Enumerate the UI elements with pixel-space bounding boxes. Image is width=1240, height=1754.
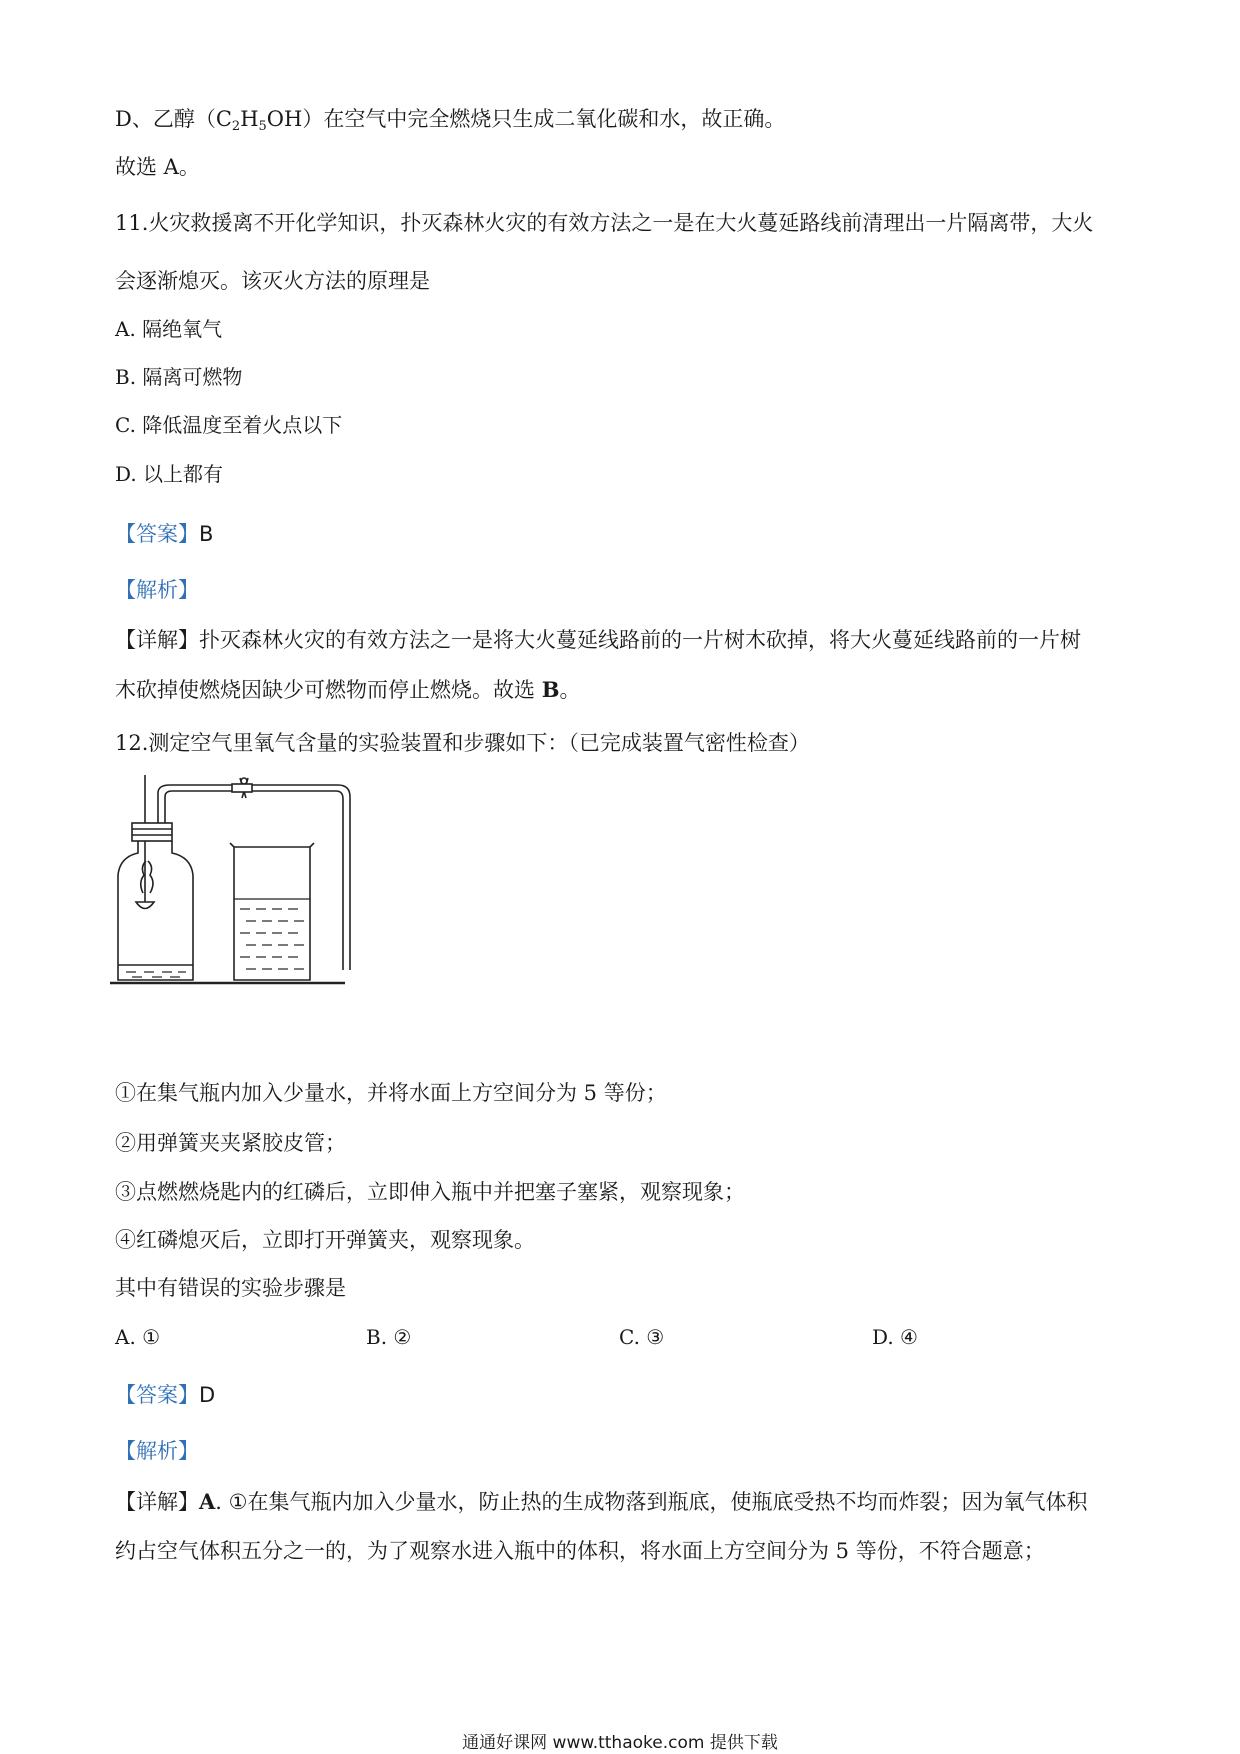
q11-option-c: C. 降低温度至着火点以下	[115, 413, 343, 437]
q12-option-a: A. ①	[115, 1325, 161, 1349]
gas-collecting-bottle	[118, 841, 193, 980]
q11-detail-line1: 【详解】扑灭森林火灾的有效方法之一是将大火蔓延线路前的一片树木砍掉，将大火蔓延线路前的一片树	[115, 628, 1081, 652]
q11-stem-line2: 会逐渐熄灭。该灭火方法的原理是	[115, 269, 430, 293]
q11-detail-line2: 木砍掉使燃烧因缺少可燃物而停止燃烧。故选 B。	[115, 677, 581, 702]
q12-option-d: D. ④	[872, 1325, 918, 1349]
q11-option-a: A. 隔绝氧气	[115, 317, 223, 341]
page-footer: 通通好课网 www.tthaoke.com 提供下载	[462, 1733, 778, 1753]
q12-answer	[115, 1385, 215, 1406]
answer-tag: 【答案】	[115, 1383, 199, 1407]
beaker-water	[234, 899, 310, 969]
answer-value: B	[199, 522, 214, 546]
q12-step-4: ④红磷熄灭后，立即打开弹簧夹，观察现象。	[115, 1228, 535, 1252]
q12-question: 其中有错误的实验步骤是	[115, 1276, 346, 1300]
q11-answer	[115, 524, 213, 545]
q11-option-d: D. 以上都有	[115, 462, 224, 486]
q12-option-b: B. ②	[366, 1325, 412, 1349]
experiment-apparatus-figure	[110, 775, 360, 990]
q12-detail-line1: 【详解】A. ①在集气瓶内加入少量水，防止热的生成物落到瓶底，使瓶底受热不均而炸裂；因为氧气体积	[115, 1489, 1088, 1514]
q11-option-b: B. 隔离可燃物	[115, 365, 243, 389]
q11-stem-line1: 11.火灾救援离不开化学知识，扑灭森林火灾的有效方法之一是在大火蔓延路线前清理出一片隔离带，大火	[115, 211, 1094, 235]
prev-conclusion: 故选 A。	[115, 155, 200, 179]
flame	[141, 861, 153, 893]
combustion-spoon	[136, 902, 154, 909]
answer-value: D	[199, 1383, 216, 1407]
connecting-tube	[165, 791, 343, 970]
spring-clip	[232, 778, 252, 798]
q12-step-1: ①在集气瓶内加入少量水，并将水面上方空间分为 5 等份；	[115, 1081, 667, 1105]
q12-stem: 12.测定空气里氧气含量的实验装置和步骤如下：（已完成装置气密性检查）	[115, 731, 810, 755]
answer-tag: 【答案】	[115, 522, 199, 546]
prev-option-d: D、乙醇$(C_2H_5OH)$在空气中完全燃烧只生成二氧化碳和水，故正确。	[115, 107, 786, 134]
beaker	[230, 843, 314, 980]
q12-detail-line2: 约占空气体积五分之一的，为了观察水进入瓶中的体积，将水面上方空间分为 5 等份，不符合题意；	[115, 1539, 1045, 1563]
stopper	[132, 823, 172, 841]
q12-option-c: C. ③	[619, 1325, 665, 1349]
q11-analysis-tag: 【解析】	[115, 578, 199, 602]
q12-analysis-tag: 【解析】	[115, 1439, 199, 1463]
q12-step-2: ②用弹簧夹夹紧胶皮管；	[115, 1131, 346, 1155]
q12-step-3: ③点燃燃烧匙内的红磷后，立即伸入瓶中并把塞子塞紧，观察现象；	[115, 1180, 745, 1204]
